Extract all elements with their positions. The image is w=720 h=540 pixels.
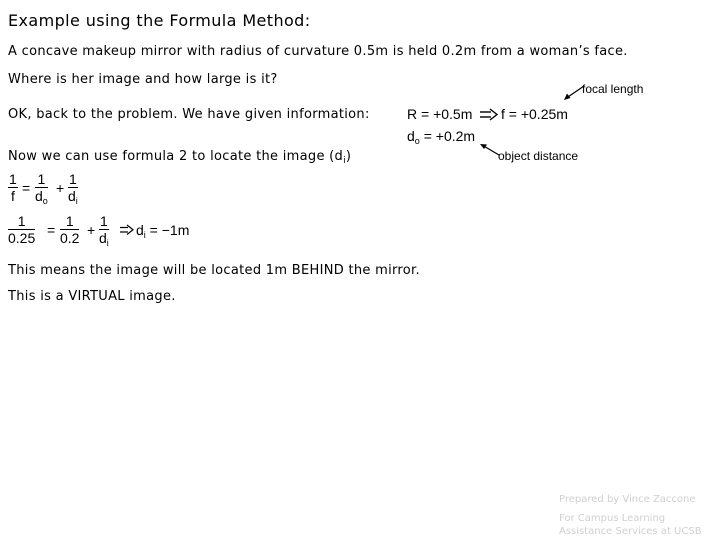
eq2-fraction-3	[99, 214, 109, 251]
footer-line-3: Assistance Services at UCSB	[559, 526, 702, 537]
conclusion-line-1: This means the image will be located 1m BEHIND the mirror.	[8, 263, 420, 278]
eq2-num-3: 1	[100, 213, 108, 229]
given-intro: OK, back to the problem. We have given information:	[8, 107, 370, 122]
eq1-num-1: 1	[9, 171, 17, 187]
eq1-fraction-3	[68, 172, 78, 209]
eq1-equals: =	[22, 180, 31, 196]
given-object-distance	[407, 128, 475, 146]
given-radius: R = +0.5m	[407, 106, 473, 122]
problem-line-1: A concave makeup mirror with radius of curvature 0.5m is held 0.2m from a woman’s face.	[8, 44, 628, 59]
object-distance-note: object distance	[498, 149, 579, 163]
slide-title: Example using the Formula Method:	[8, 11, 311, 30]
problem-line-2: Where is her image and how large is it?	[8, 72, 278, 87]
do-symbol: d	[407, 128, 415, 144]
eq2-equals: =	[47, 222, 56, 238]
footer-line-2: For Campus Learning	[559, 513, 666, 524]
eq2-den-2: 0.2	[60, 230, 80, 246]
eq1-den-2: $d_o$	[35, 188, 48, 206]
eq2-fraction-2	[60, 214, 79, 246]
eq1-plus: +	[56, 180, 65, 196]
given-focal: f = +0.25m	[501, 106, 568, 122]
eq2-num-2: 1	[60, 214, 79, 230]
conclusion-line-2: This is a VIRTUAL image.	[8, 289, 176, 304]
formula-intro-end: )	[345, 149, 352, 164]
eq1-den-3: $d_i$	[68, 188, 78, 206]
eq1-num-3: 1	[69, 171, 77, 187]
eq2-plus: +	[87, 222, 96, 238]
eq2-implies-arrow-icon	[119, 224, 135, 236]
eq1-fraction-2	[35, 172, 48, 209]
eq1-fraction-1	[8, 172, 18, 204]
implies-arrow-icon	[479, 108, 499, 122]
do-subscript: o	[414, 136, 420, 146]
eq2-num-1: 1	[8, 214, 35, 230]
formula-intro	[8, 149, 351, 166]
eq1-den-1: f	[10, 188, 15, 204]
eq2-den-3: $d_i$	[99, 230, 109, 248]
eq1-num-2: 1	[35, 172, 48, 188]
eq2-den-1: 0.25	[8, 230, 36, 246]
eq2-result: $d_i = -1m$	[136, 222, 190, 240]
formula-intro-text: Now we can use formula 2 to locate the image (d	[8, 149, 344, 164]
do-value: = +0.2m	[419, 128, 476, 144]
eq2-fraction-1	[8, 214, 35, 246]
focal-length-note: focal length	[582, 82, 644, 96]
footer-author: Prepared by Vince Zaccone	[559, 494, 696, 505]
formula-intro-subscript: i	[343, 156, 346, 166]
